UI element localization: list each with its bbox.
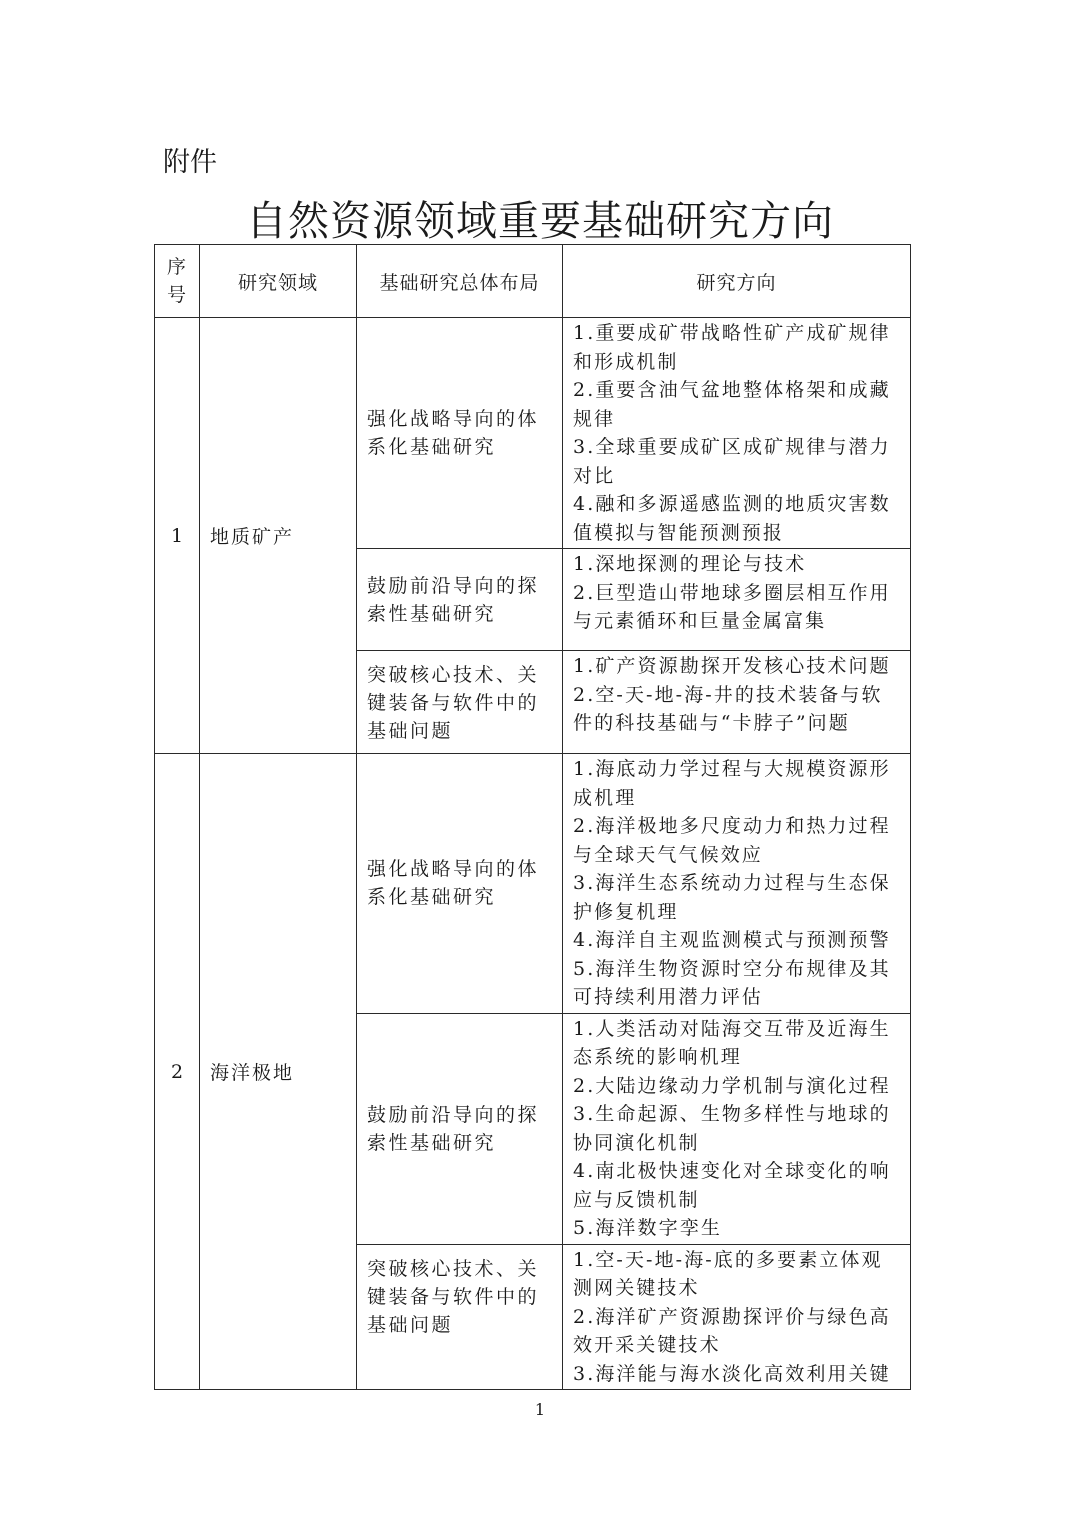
research-table [154,244,911,1390]
header-seq [155,245,200,318]
direction-item: 4.海洋自主观监测模式与预测预警 [573,929,891,951]
row-field: 海洋极地 [200,754,357,1390]
layout-cell: 突破核心技术、关键装备与软件中的基础问题 [357,651,563,754]
direction-item: 3.全球重要成矿区成矿规律与潜力对比 [573,436,891,487]
direction-item: 1.深地探测的理论与技术 [573,553,807,575]
annex-label: 附件 [163,147,217,178]
layout-cell: 鼓励前沿导向的探索性基础研究 [357,549,563,651]
table-row [155,754,911,1014]
direction-cell [563,754,911,1014]
direction-item: 1.人类活动对陆海交互带及近海生态系统的影响机理 [573,1017,891,1068]
row-field: 地质矿产 [200,318,357,754]
header-layout: 基础研究总体布局 [357,245,563,318]
direction-item: 2.海洋极地多尺度动力和热力过程与全球天气气候效应 [573,815,891,866]
direction-cell [563,549,911,651]
direction-cell [563,1244,911,1390]
direction-cell [563,318,911,549]
direction-item: 2.大陆边缘动力学机制与演化过程 [573,1074,891,1097]
direction-item: 4.融和多源遥感监测的地质灾害数值模拟与智能预测预报 [573,493,891,544]
direction-item: 3.生命起源、生物多样性与地球的协同演化机制 [573,1103,891,1154]
direction-item: 5.海洋生物资源时空分布规律及其可持续利用潜力评估 [573,957,891,1008]
table-row [155,318,911,549]
row-seq: 1 [155,318,200,754]
page-number: 1 [534,1400,546,1419]
document-title: 自然资源领域重要基础研究方向 [246,197,834,245]
direction-item: 1.空-天-地-海-底的多要素立体观测网关键技术 [573,1248,883,1299]
direction-cell [563,651,911,754]
direction-item: 2.重要含油气盆地整体格架和成藏规律 [573,379,891,430]
direction-item: 4.南北极快速变化对全球变化的响应与反馈机制 [573,1160,891,1211]
header-seq-label: 序 号 [166,256,187,306]
direction-item: 2.海洋矿产资源勘探评价与绿色高效开采关键技术 [573,1305,891,1356]
direction-item: 2.空-天-地-海-井的技术装备与软件的科技基础与“卡脖子”问题 [573,683,883,734]
layout-cell: 鼓励前沿导向的探索性基础研究 [357,1013,563,1244]
layout-cell: 强化战略导向的体系化基础研究 [357,318,563,549]
row-seq: 2 [155,754,200,1390]
direction-item: 3.海洋能与海水淡化高效利用关键 [573,1362,891,1385]
direction-item: 1.重要成矿带战略性矿产成矿规律和形成机制 [573,322,891,373]
direction-item: 3.海洋生态系统动力过程与生态保护修复机理 [573,872,891,923]
direction-item: 1.海底动力学过程与大规模资源形成机理 [573,758,891,809]
direction-item: 1.矿产资源勘探开发核心技术问题 [573,655,891,677]
header-field: 研究领域 [200,245,357,318]
header-direction: 研究方向 [563,245,911,318]
layout-cell: 突破核心技术、关键装备与软件中的基础问题 [357,1244,563,1390]
direction-item: 5.海洋数字孪生 [573,1217,722,1239]
direction-cell [563,1013,911,1244]
table-header-row [155,245,911,318]
direction-item: 2.巨型造山带地球多圈层相互作用与元素循环和巨量金属富集 [573,581,891,632]
layout-cell: 强化战略导向的体系化基础研究 [357,754,563,1014]
